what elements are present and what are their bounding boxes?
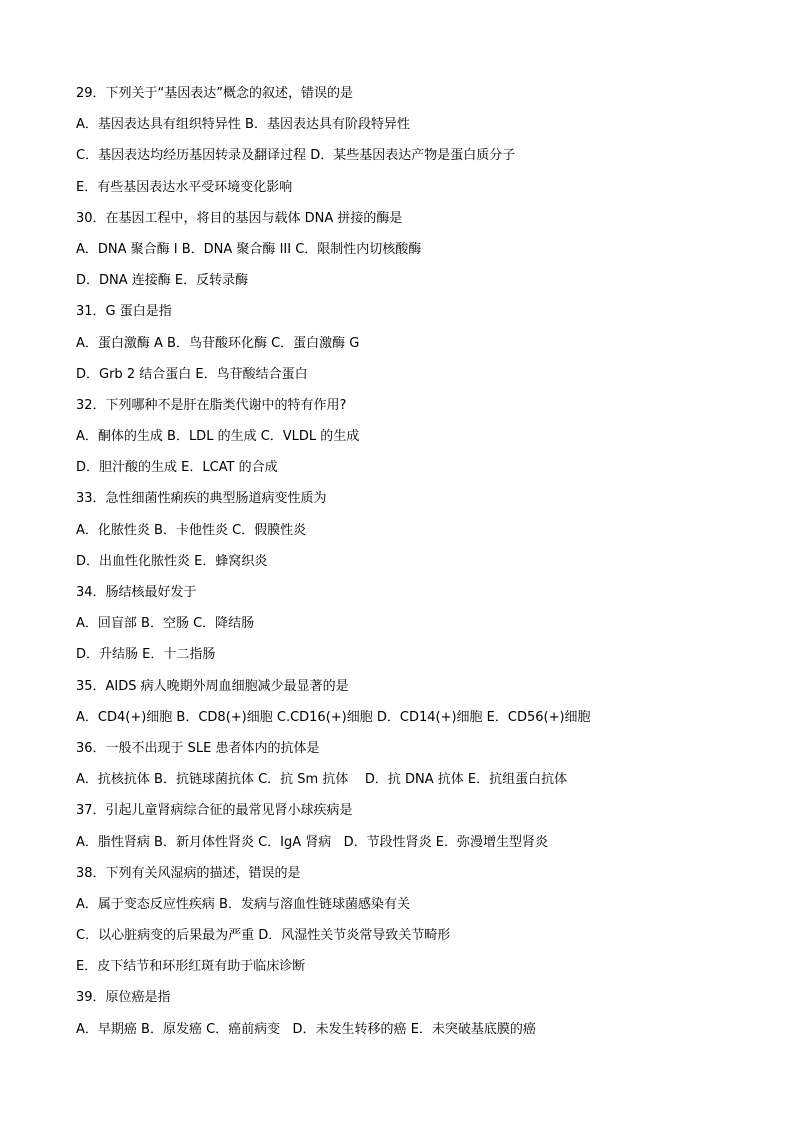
- question-stem: 39．原位癌是指: [76, 990, 171, 1006]
- exam-page: [76, 78, 776, 1045]
- question-option: A．CD4(+)细胞 B．CD8(+)细胞 C.CD16(+)细胞 D．CD14(+)细胞 E．CD56(+)细胞: [76, 709, 591, 725]
- question-option: D．Grb 2 结合蛋白 E．鸟苷酸结合蛋白: [76, 366, 308, 382]
- question-stem: 37．引起儿童肾病综合征的最常见肾小球疾病是: [76, 803, 353, 819]
- question-option: A．脂性肾病 B．新月体性肾炎 C．IgA 肾病 D．节段性肾炎 E．弥漫增生型肾炎: [76, 834, 549, 850]
- question-option: E．有些基因表达水平受环境变化影响: [76, 179, 293, 195]
- question-stem: 35．AIDS 病人晚期外周血细胞减少最显著的是: [76, 678, 349, 694]
- question-option: D．DNA 连接酶 E．反转录酶: [76, 273, 249, 289]
- question-option: A．属于变态反应性疾病 B．发病与溶血性链球菌感染有关: [76, 896, 410, 912]
- question-option: D．升结肠 E．十二指肠: [76, 647, 216, 663]
- question-option: A．蛋白激酶 A B．鸟苷酸环化酶 C．蛋白激酶 G: [76, 335, 360, 351]
- question-stem: 31．G 蛋白是指: [76, 304, 172, 320]
- question-stem: 29．下列关于“基因表达”概念的叙述，错误的是: [76, 86, 354, 101]
- question-option: D．胆汁酸的生成 E．LCAT 的合成: [76, 460, 278, 476]
- question-stem: 30．在基因工程中，将目的基因与载体 DNA 拼接的酶是: [76, 210, 403, 226]
- question-option: A．酮体的生成 B．LDL 的生成 C．VLDL 的生成: [76, 429, 360, 445]
- question-option: A．早期癌 B．原发癌 C．癌前病变 D．未发生转移的癌 E．未突破基底膜的癌: [76, 1021, 536, 1037]
- question-option: A．DNA 聚合酶 I B．DNA 聚合酶 III C．限制性内切核酸酶: [76, 241, 422, 257]
- question-option: E．皮下结节和环形红斑有助于临床诊断: [76, 959, 306, 975]
- question-option: A．抗核抗体 B．抗链球菌抗体 C．抗 Sm 抗体 D．抗 DNA 抗体 E．抗组蛋白抗体: [76, 772, 568, 788]
- question-option: A．化脓性炎 B．卡他性炎 C．假膜性炎: [76, 522, 307, 538]
- question-option: A．回盲部 B．空肠 C．降结肠: [76, 616, 255, 632]
- question-option: A．基因表达具有组织特异性 B．基因表达具有阶段特异性: [76, 117, 410, 133]
- question-stem: 34．肠结核最好发于: [76, 585, 197, 600]
- question-option: C．以心脏病变的后果最为严重 D．风湿性关节炎常导致关节畸形: [76, 928, 451, 944]
- question-option: C．基因表达均经历基因转录及翻译过程 D．某些基因表达产物是蛋白质分子: [76, 148, 516, 164]
- question-stem: 38．下列有关风湿病的描述，错误的是: [76, 865, 301, 881]
- question-stem: 32．下列哪种不是肝在脂类代谢中的特有作用?: [76, 397, 347, 413]
- question-option: D．出血性化脓性炎 E．蜂窝织炎: [76, 553, 268, 569]
- question-stem: 36．一般不出现于 SLE 患者体内的抗体是: [76, 740, 320, 756]
- question-stem: 33．急性细菌性痢疾的典型肠道病变性质为: [76, 491, 327, 507]
